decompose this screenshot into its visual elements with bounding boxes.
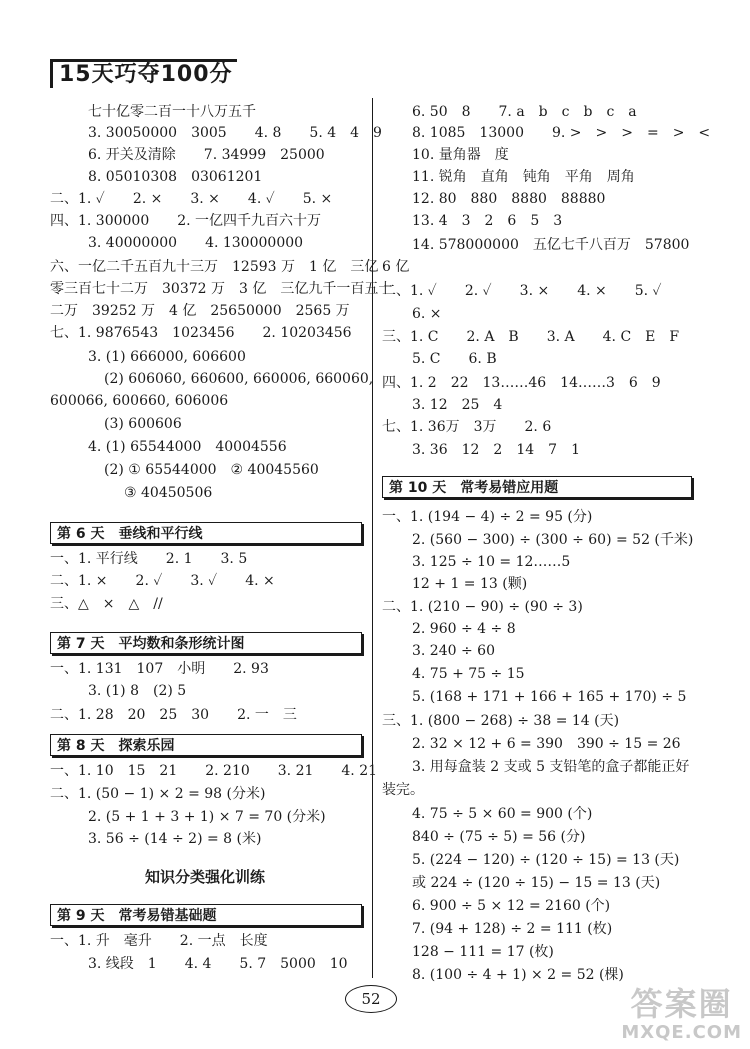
day-header: 第 7 天 平均数和条形统计图 bbox=[50, 632, 362, 654]
answer-line: 三、1. (800 − 268) ÷ 38 = 14 (天) bbox=[382, 713, 620, 729]
day-header: 第 10 天 常考易错应用题 bbox=[382, 476, 692, 498]
answer-line: ③ 40450506 bbox=[124, 485, 213, 501]
day-header: 第 6 天 垂线和平行线 bbox=[50, 522, 362, 544]
watermark-logo-text: 答案圈 bbox=[630, 985, 733, 1023]
page-number: 52 bbox=[345, 985, 397, 1013]
answer-line: 二、1. (210 − 90) ÷ (90 ÷ 3) bbox=[382, 599, 583, 615]
answer-line: 6 亿 bbox=[382, 259, 410, 275]
answer-line: 3. 30050000 3005 4. 8 5. 4 4 9 bbox=[88, 125, 382, 141]
answer-line: 二、1. 28 20 25 30 2. 一 三 bbox=[50, 707, 297, 723]
answer-line: 七、1. 36万 3万 2. 6 bbox=[382, 419, 552, 435]
answer-line: 12. 80 880 8880 88880 bbox=[412, 191, 606, 207]
answer-line: 二、1. × 2. ✓ 3. ✓ 4. × bbox=[50, 573, 275, 589]
answer-line: 二、1. (50 − 1) × 2 = 98 (分米) bbox=[50, 786, 266, 802]
book-logo: 15天巧夺100分 bbox=[50, 59, 237, 88]
answer-line: 8. 05010308 03061201 bbox=[88, 169, 263, 185]
answer-line: 3. (1) 666000, 606600 bbox=[88, 349, 246, 365]
book-title bbox=[50, 58, 237, 88]
answer-line: 2. 960 ÷ 4 ÷ 8 bbox=[412, 621, 516, 637]
answer-line: 2. 32 × 12 + 6 = 390 390 ÷ 15 = 26 bbox=[412, 736, 681, 752]
answer-line: 5. (168 + 171 + 166 + 165 + 170) ÷ 5 bbox=[412, 689, 687, 705]
answer-line: 3. 线段 1 4. 4 5. 7 5000 10 bbox=[88, 956, 348, 972]
answer-line: 四、1. 300000 2. 一亿四千九百六十万 bbox=[50, 213, 322, 229]
answer-line: 10. 量角器 度 bbox=[412, 147, 509, 163]
answer-line: 840 ÷ (75 ÷ 5) = 56 (分) bbox=[412, 829, 586, 845]
answer-line: 2. (560 − 300) ÷ (300 ÷ 60) = 52 (千米) bbox=[412, 532, 694, 548]
answer-line: 3. 56 ÷ (14 ÷ 2) = 8 (米) bbox=[88, 831, 262, 847]
answer-line: 6. 开关及清除 7. 34999 25000 bbox=[88, 147, 325, 163]
answer-line: 4. 75 + 75 ÷ 15 bbox=[412, 666, 525, 682]
answer-line: 3. 40000000 4. 130000000 bbox=[88, 235, 304, 251]
day-header: 第 9 天 常考易错基础题 bbox=[50, 904, 362, 926]
answer-line: 600066, 600660, 606006 bbox=[50, 393, 229, 409]
watermark-url: MXQE.COM bbox=[621, 1022, 742, 1043]
answer-line: 6. 900 ÷ 5 × 12 = 2160 (个) bbox=[412, 898, 611, 914]
answer-line: 5. (224 − 120) ÷ (120 ÷ 15) = 13 (天) bbox=[412, 852, 680, 868]
answer-line: 11. 锐角 直角 钝角 平角 周角 bbox=[412, 169, 635, 185]
answer-line: 3. 240 ÷ 60 bbox=[412, 643, 495, 659]
answer-line: 2. (5 + 1 + 3 + 1) × 7 = 70 (分米) bbox=[88, 809, 326, 825]
answer-line: 8. 1085 13000 9. > > > = > < bbox=[412, 125, 711, 141]
answer-line: 或 224 ÷ (120 ÷ 15) − 15 = 13 (天) bbox=[412, 875, 661, 891]
answer-line: 3. 125 ÷ 10 = 12……5 bbox=[412, 554, 571, 570]
section-title: 知识分类强化训练 bbox=[145, 868, 266, 886]
answer-line: 6. × bbox=[412, 306, 442, 322]
answer-line: (2) ① 65544000 ② 40045560 bbox=[104, 462, 319, 478]
answer-line: 二、1. ✓ 2. × 3. × 4. ✓ 5. × bbox=[50, 191, 333, 207]
answer-line: 7. (94 + 128) ÷ 2 = 111 (枚) bbox=[412, 921, 613, 937]
answer-line: 13. 4 3 2 6 5 3 bbox=[412, 213, 563, 229]
answer-line: 三、△ × △ // bbox=[50, 596, 163, 612]
answer-line: 装完。 bbox=[382, 782, 424, 798]
day-header: 第 8 天 探索乐园 bbox=[50, 734, 362, 756]
answer-line: 12 + 1 = 13 (颗) bbox=[412, 576, 528, 592]
answer-line: 二、1. ✓ 2. ✓ 3. × 4. × 5. ✓ bbox=[382, 283, 662, 299]
answer-line: 6. 50 8 7. a b c b c a bbox=[412, 104, 637, 120]
answer-line: 5. C 6. B bbox=[412, 351, 497, 367]
answer-line: 零三百七十二万 30372 万 3 亿 三亿九千一百五十 bbox=[50, 281, 393, 297]
answer-line: 3. 36 12 2 14 7 1 bbox=[412, 442, 580, 458]
answer-line: 3. 用每盒装 2 支或 5 支铅笔的盒子都能正好 bbox=[412, 759, 690, 775]
answer-line: 三、1. C 2. A B 3. A 4. C E F bbox=[382, 329, 680, 345]
answer-line: 一、1. 10 15 21 2. 210 3. 21 4. 21 bbox=[50, 763, 378, 779]
answer-line: 一、1. 平行线 2. 1 3. 5 bbox=[50, 551, 248, 567]
answer-line: 4. (1) 65544000 40004556 bbox=[88, 439, 287, 455]
answer-line: 8. (100 ÷ 4 + 1) × 2 = 52 (棵) bbox=[412, 967, 624, 983]
answer-line: 一、1. 131 107 小明 2. 93 bbox=[50, 661, 269, 677]
answer-line: 3. (1) 8 (2) 5 bbox=[88, 683, 187, 699]
column-divider bbox=[372, 98, 373, 978]
answer-line: 二万 39252 万 4 亿 25650000 2565 万 bbox=[50, 303, 350, 319]
answer-line: 一、1. 升 毫升 2. 一点 长度 bbox=[50, 933, 268, 949]
answer-line: 一、1. (194 − 4) ÷ 2 = 95 (分) bbox=[382, 509, 593, 525]
answer-line: (2) 606060, 660600, 660006, 660060, bbox=[104, 371, 374, 387]
answer-line: 4. 75 ÷ 5 × 60 = 900 (个) bbox=[412, 806, 593, 822]
answer-line: 14. 578000000 五亿七千八百万 57800 bbox=[412, 237, 690, 253]
answer-line: 3. 12 25 4 bbox=[412, 397, 503, 413]
answer-line: 128 − 111 = 17 (枚) bbox=[412, 944, 554, 960]
answer-line: 四、1. 2 22 13……46 14……3 6 9 bbox=[382, 375, 661, 391]
answer-line: 六、一亿二千五百九十三万 12593 万 1 亿 三亿 bbox=[50, 259, 379, 275]
answer-line: 七、1. 9876543 1023456 2. 10203456 bbox=[50, 325, 352, 341]
answer-line: 七十亿零二百一十八万五千 bbox=[88, 104, 256, 120]
watermark bbox=[621, 986, 742, 1043]
answer-line: (3) 600606 bbox=[104, 416, 182, 432]
